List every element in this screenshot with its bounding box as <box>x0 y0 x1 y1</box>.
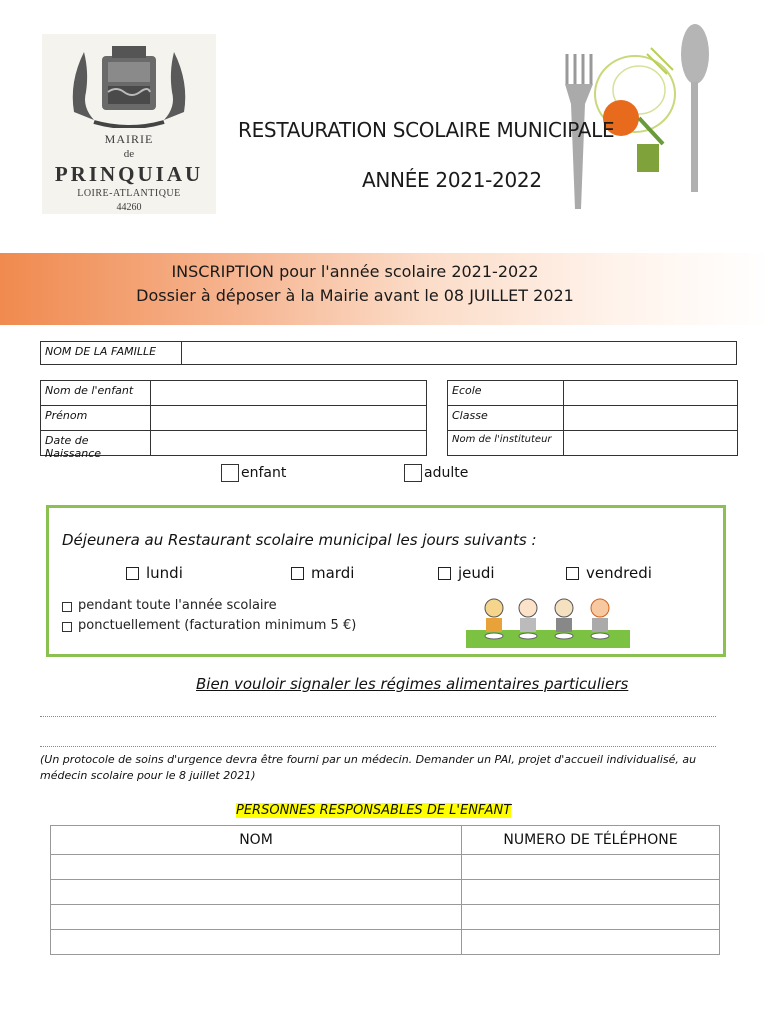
mairie-logo <box>42 34 216 214</box>
logo-line-town: PRINQUIAU <box>54 162 204 186</box>
protocol-note: (Un protocole de soins d'urgence devra être fourni par un médecin. Demander un PAI, projet d'accueil individualisé, au médecin scolaire pour le 8 juillet 2021) <box>40 753 697 782</box>
child-lastname-label: Nom de l'enfant <box>40 380 151 406</box>
nom-cell[interactable] <box>51 905 462 930</box>
mardi-checkbox[interactable] <box>291 567 304 580</box>
coat-of-arms-icon <box>64 42 194 128</box>
vendredi-label: vendredi <box>586 564 652 582</box>
lundi-checkbox[interactable] <box>126 567 139 580</box>
child-firstname-field[interactable] <box>150 405 427 431</box>
teacher-field[interactable] <box>563 430 738 456</box>
occasional-label: ponctuellement (facturation minimum 5 €) <box>78 618 357 633</box>
telephone-cell[interactable] <box>462 905 720 930</box>
telephone-cell[interactable] <box>462 855 720 880</box>
mardi-label: mardi <box>311 564 355 582</box>
logo-line-department: LOIRE-ATLANTIQUE <box>77 188 181 199</box>
days-section-title: Déjeunera au Restaurant scolaire municipal les jours suivants : <box>62 531 537 549</box>
jeudi-checkbox[interactable] <box>438 567 451 580</box>
school-label: Ecole <box>447 380 564 406</box>
responsables-title: PERSONNES RESPONSABLES DE L'ENFANT <box>236 803 512 818</box>
full-year-label: pendant toute l'année scolaire <box>78 598 277 613</box>
nom-cell[interactable] <box>51 855 462 880</box>
page-subtitle-year: ANNÉE 2021-2022 <box>362 168 542 192</box>
inscription-banner <box>0 253 770 325</box>
logo-line-de: de <box>123 148 135 160</box>
table-row <box>51 905 720 930</box>
birthdate-field[interactable] <box>150 430 427 456</box>
column-header-telephone: NUMERO DE TÉLÉPHONE <box>462 826 720 855</box>
dietary-line-2[interactable] <box>40 746 716 747</box>
banner-line-deadline: Dossier à déposer à la Mairie avant le 08 JUILLET 2021 <box>136 286 574 305</box>
enfant-label: enfant <box>241 465 287 481</box>
lundi-label: lundi <box>146 564 183 582</box>
enfant-checkbox[interactable] <box>221 464 239 482</box>
telephone-cell[interactable] <box>462 930 720 955</box>
column-header-nom: NOM <box>51 826 462 855</box>
class-field[interactable] <box>563 405 738 431</box>
full-year-checkbox[interactable] <box>62 602 72 612</box>
dietary-line-1[interactable] <box>40 716 716 717</box>
class-label: Classe <box>447 405 564 431</box>
child-firstname-label: Prénom <box>40 405 151 431</box>
adulte-checkbox[interactable] <box>404 464 422 482</box>
table-row <box>51 880 720 905</box>
child-lastname-field[interactable] <box>150 380 427 406</box>
responsables-table <box>50 825 720 941</box>
table-row <box>51 930 720 955</box>
nom-cell[interactable] <box>51 880 462 905</box>
teacher-label: Nom de l'instituteur <box>447 430 564 456</box>
dietary-requirements-title: Bien vouloir signaler les régimes alimentaires particuliers <box>196 675 629 693</box>
adulte-label: adulte <box>424 465 469 481</box>
telephone-cell[interactable] <box>462 880 720 905</box>
logo-line-postcode: 44260 <box>116 202 142 213</box>
logo-line-mairie: MAIRIE <box>104 132 154 146</box>
banner-line-inscription: INSCRIPTION pour l'année scolaire 2021-2022 <box>171 262 539 281</box>
vendredi-checkbox[interactable] <box>566 567 579 580</box>
school-field[interactable] <box>563 380 738 406</box>
jeudi-label: jeudi <box>458 564 495 582</box>
family-name-field[interactable] <box>181 341 737 365</box>
birthdate-label: Date de Naissance <box>40 430 151 456</box>
table-row <box>51 855 720 880</box>
nom-cell[interactable] <box>51 930 462 955</box>
occasional-checkbox[interactable] <box>62 622 72 632</box>
children-table-illustration-icon <box>466 594 630 650</box>
family-name-label: NOM DE LA FAMILLE <box>40 341 182 365</box>
page-title: RESTAURATION SCOLAIRE MUNICIPALE <box>238 118 615 142</box>
cutlery-illustration-icon <box>555 14 715 214</box>
